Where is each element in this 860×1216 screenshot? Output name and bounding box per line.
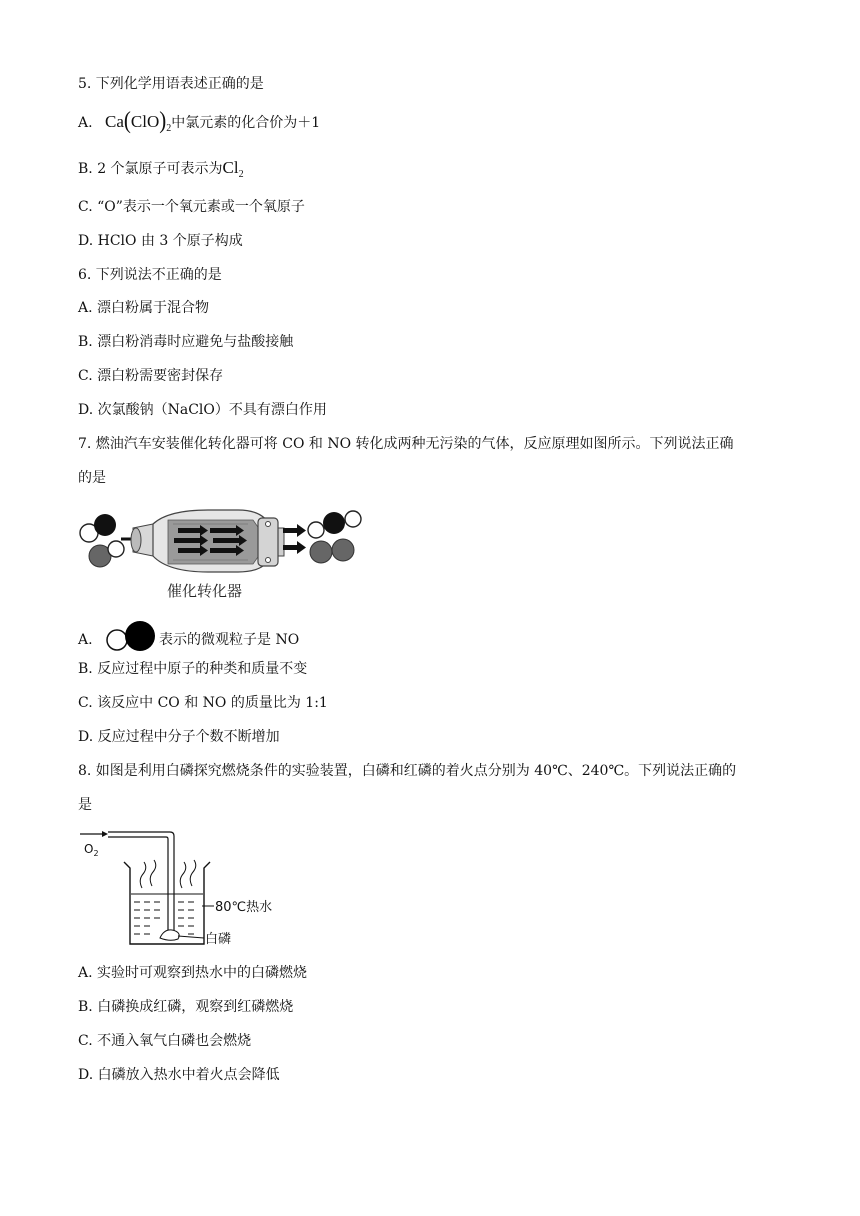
- q8-option-b: B. 白磷换成红磷，观察到红磷燃烧: [78, 999, 294, 1015]
- gas-tube: [108, 832, 174, 932]
- white-phosphorus: [160, 930, 179, 940]
- q5-option-b-text: B. 2 个氯原子可表示为: [78, 161, 223, 177]
- q6-option-a: A. 漂白粉属于混合物: [78, 300, 210, 316]
- q5-option-b: [78, 158, 244, 185]
- q7-option-a: [78, 620, 299, 654]
- q8-option-d: D. 白磷放入热水中着火点会降低: [78, 1067, 280, 1083]
- formula-subscript: 2: [166, 123, 172, 134]
- formula-clo: ClO: [130, 112, 160, 131]
- oxygen-label: [84, 842, 99, 858]
- hot-water-label: 80℃热水: [215, 900, 273, 915]
- carbon-atom: [323, 512, 345, 534]
- q5-option-d: D. HClO 由 3 个原子构成: [78, 233, 243, 249]
- catalytic-converter-figure: [78, 506, 368, 602]
- white-phosphorus-label: 白磷: [205, 932, 232, 947]
- q5-option-c: C. “O”表示一个氧元素或一个氧原子: [78, 199, 305, 215]
- nitrogen-atom: [332, 539, 354, 561]
- q5-stem: 5. 下列化学用语表述正确的是: [78, 76, 264, 92]
- formula-cl: Cl: [222, 158, 239, 177]
- co-molecule-icon: [103, 620, 159, 654]
- q7-stem-line2: 的是: [78, 470, 106, 486]
- formula-ca: Ca: [105, 112, 124, 131]
- oxygen-subscript: 2: [93, 849, 99, 858]
- q5-formula-ca-clo2: $Ca(ClO)_2$: [105, 106, 172, 134]
- q8-option-c: C. 不通入氧气白磷也会燃烧: [78, 1033, 252, 1049]
- product-molecules: [308, 511, 361, 563]
- reactant-molecules: [80, 514, 124, 567]
- q8-stem-line2: 是: [78, 797, 92, 813]
- oxygen-atom: [108, 541, 124, 557]
- nitrogen-atom: [310, 541, 332, 563]
- oxygen-atom: [345, 511, 361, 527]
- q5-option-a: [78, 106, 321, 139]
- carbon-atom: [94, 514, 116, 536]
- q7-option-a-text: 表示的微观粒子是 NO: [159, 632, 300, 648]
- oxygen-symbol: O: [84, 842, 94, 856]
- white-phosphorus-experiment-figure: [78, 828, 298, 950]
- formula-subscript: 2: [238, 169, 244, 180]
- q8-stem-line1: 8. 如图是利用白磷探究燃烧条件的实验装置，白磷和红磷的着火点分别为 40℃、240℃。下列说法正确的: [78, 763, 737, 779]
- figure-caption: 催化转化器: [167, 582, 243, 600]
- q5-option-a-text: 中氯元素的化合价为＋1: [171, 115, 321, 131]
- q7-option-c: C. 该反应中 CO 和 NO 的质量比为 1:1: [78, 695, 328, 711]
- q7-option-a-label: A.: [78, 632, 93, 648]
- converter-body: [131, 510, 284, 572]
- output-arrows: [283, 524, 306, 554]
- q6-stem: 6. 下列说法不正确的是: [78, 267, 222, 283]
- q8-option-a: A. 实验时可观察到热水中的白磷燃烧: [78, 965, 308, 981]
- q7-stem-line1: 7. 燃油汽车安装催化转化器可将 CO 和 NO 转化成两种无污染的气体，反应原理如图所示。下列说法正确: [78, 436, 734, 452]
- hot-water: [131, 894, 203, 934]
- oxygen-atom: [308, 522, 324, 538]
- q5-formula-cl2: [222, 158, 244, 180]
- q6-option-c: C. 漂白粉需要密封保存: [78, 368, 224, 384]
- q6-option-b: B. 漂白粉消毒时应避免与盐酸接触: [78, 334, 294, 350]
- q6-option-d: D. 次氯酸钠（NaClO）不具有漂白作用: [78, 402, 327, 418]
- q7-option-d: D. 反应过程中分子个数不断增加: [78, 729, 280, 745]
- q5-option-a-label: A.: [78, 115, 93, 131]
- q7-option-b: B. 反应过程中原子的种类和质量不变: [78, 661, 308, 677]
